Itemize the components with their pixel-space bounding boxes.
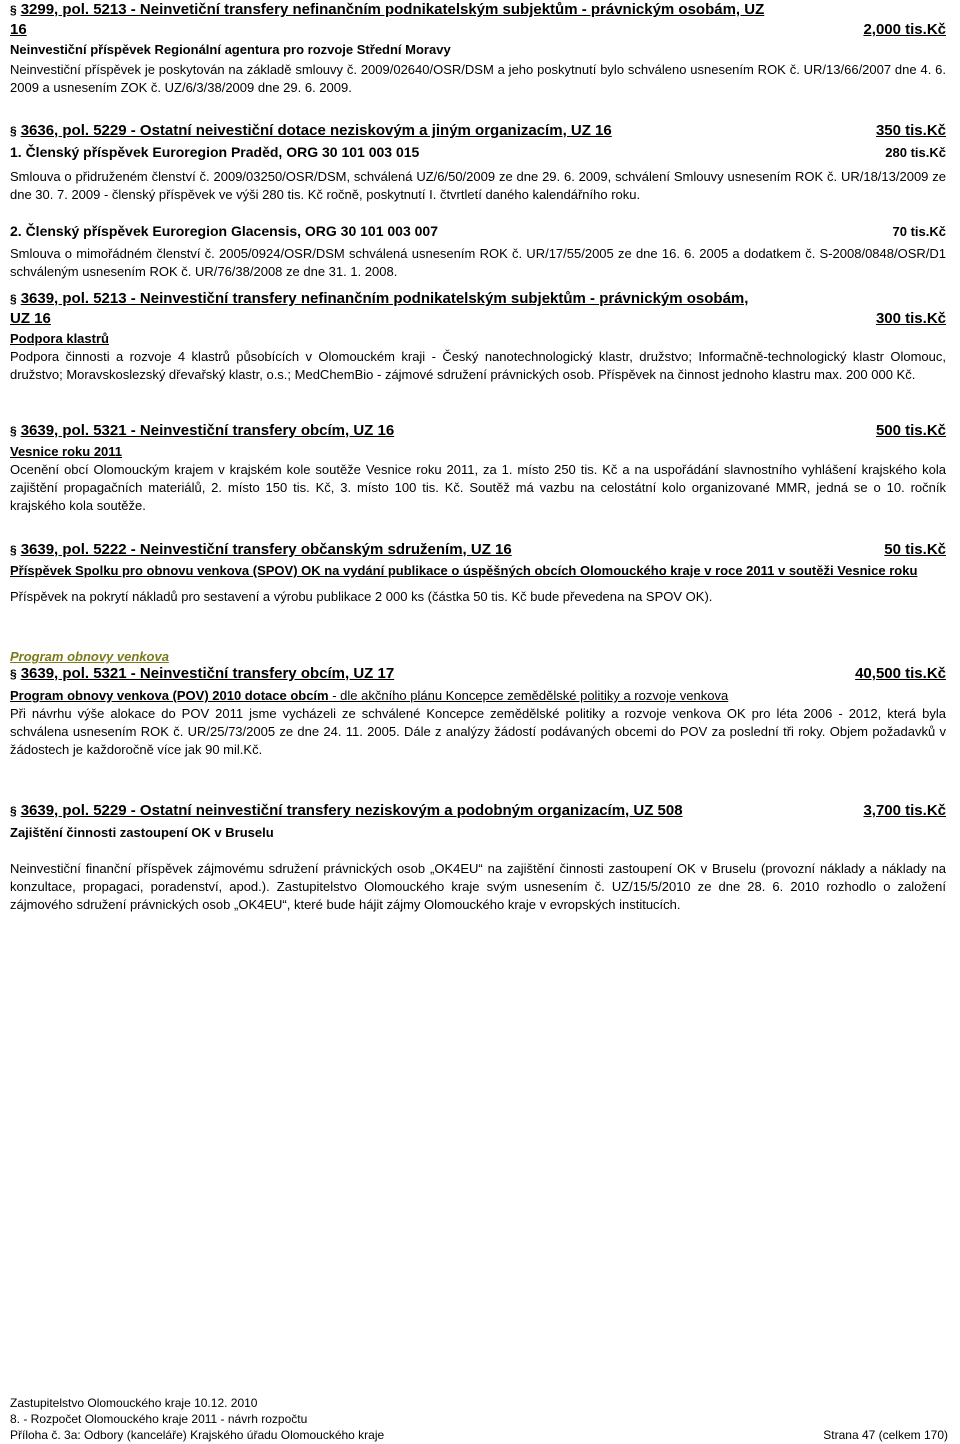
section-text: Ocenění obcí Olomouckým krajem v krajském kole soutěže Vesnice roku 2011, za 1. místo 250 tis. Kč a na uspořádání slavnostního vyhlášení krajského kola zajištění propagačních materiálů, 2. místo 150 tis. Kč, 3. místo 100 tis. Kč. Soutěž má vazbu na celostátní kolo organizované MMR, jedná se o 10. ročník krajského kola soutěže. <box>10 462 946 513</box>
section-subtitle: Vesnice roku 2011 <box>10 444 123 459</box>
section-header: § 3299, pol. 5213 - Neinvetiční transfery nefinančním podnikatelským subjektům - právnickým osobám, UZ 16 2,000 tis.Kč <box>10 1 946 38</box>
section-3639-5213 <box>10 289 946 384</box>
section-text: Podpora činnosti a rozvoje 4 klastrů působících v Olomouckém kraji - Český nanotechnologický klastr, družstvo; Informačně-technologický klastr Olomouc, družstvo; Moravskoslezský dřevařský klastr, o.s.; MedChemBio - zájmové sdružení právnických osob. Příspěvek na činnost jednoho klastru max. 200 000 Kč. <box>10 349 946 382</box>
section-amount: 350 tis.Kč <box>875 122 946 139</box>
footer-line: Příloha č. 3a: Odbory (kanceláře) Krajského úřadu Olomouckého kraje <box>10 1428 385 1442</box>
program-label: Program obnovy venkova <box>10 649 169 664</box>
item-amount: 70 tis.Kč <box>892 224 946 239</box>
section-amount: 3,700 tis.Kč <box>863 802 946 819</box>
section-amount: 2,000 tis.Kč <box>863 21 946 38</box>
section-3639-5222 <box>10 540 946 606</box>
section-text: Neinvestiční příspěvek je poskytován na základě smlouvy č. 2009/02640/OSR/DSM a jeho poskytnutí bylo schváleno usnesením ROK č. UR/13/66/2007 dne 4. 6. 2009 a usnesením ZOK č. UZ/6/3/38/2009 dne 29. 6. 2009. <box>10 62 946 95</box>
section-sign-icon: § <box>10 424 17 438</box>
section-subtitle: Příspěvek Spolku pro obnovu venkova (SPOV) OK na vydání publikace o úspěšných obcích Olomouckého kraje v roce 2011 v soutěži Vesnice roku <box>10 563 918 578</box>
section-header: § 3639, pol. 5213 - Neinvestiční transfery nefinančním podnikatelským subjektům - právnickým osobám, UZ 16 300 tis.Kč <box>10 290 946 327</box>
section-subtitle: Zajištění činnosti zastoupení OK v Bruselu <box>10 825 274 840</box>
section-sign-icon: § <box>10 667 17 681</box>
section-sign-icon: § <box>10 124 17 138</box>
section-header: § 3639, pol. 5229 - Ostatní neinvestiční transfery neziskovým a podobným organizacím, UZ 508 3,700 tis.Kč <box>10 802 946 819</box>
section-subtitle: Program obnovy venkova (POV) 2010 dotace obcím - dle akčního plánu Koncepce zemědělské politiky a rozvoje venkova <box>10 688 729 703</box>
section-pov <box>10 649 946 759</box>
section-amount: 500 tis.Kč <box>875 422 946 439</box>
section-header: § 3639, pol. 5321 - Neinvestiční transfery obcím, UZ 16 500 tis.Kč <box>10 422 946 439</box>
section-text: Při návrhu výše alokace do POV 2011 jsme vycházeli ze schválené Koncepce zemědělské politiky a rozvoje venkova OK pro léta 2006 - 2012, která byla schválena usnesením ROK č. UR/25/73/2005 ze dne 24. 11. 2005. Dále z analýzy žádostí podávaných obcemi do POV za poslední tři roky. Objem požadavků v žádostech je každoročně více jak 90 mil.Kč. <box>10 706 946 757</box>
section-text: Příspěvek na pokrytí nákladů pro sestavení a výrobu publikace 2 000 ks (částka 50 tis. Kč bude převedena na SPOV OK). <box>10 589 713 604</box>
section-sign-icon: § <box>10 543 17 557</box>
footer-line: Zastupitelstvo Olomouckého kraje 10.12. 2010 <box>10 1396 258 1410</box>
section-subtitle: Podpora klastrů <box>10 331 109 346</box>
section-header: § 3636, pol. 5229 - Ostatní neivestiční dotace neziskovým a jiným organizacím, UZ 16 350 tis.Kč <box>10 122 946 139</box>
section-subtitle: Neinvestiční příspěvek Regionální agentura pro rozvoje Střední Moravy <box>10 42 451 57</box>
section-3299-5213 <box>10 0 946 97</box>
section-3636-5229 <box>10 121 946 281</box>
item-text: Smlouva o přidruženém členství č. 2009/03250/OSR/DSM, schválená UZ/6/50/2009 ze dne 29. 6. 2009, schválení Smlouvy usnesením ROK č. UR/18/13/2009 ze dne 30. 7. 2009 - členský příspěvek ve výši 280 tis. Kč ročně, poskytnutí I. čtvrtletí daného kalendářního roku. <box>10 169 946 202</box>
section-sign-icon: § <box>10 3 17 17</box>
item-title: 2. Členský příspěvek Euroregion Glacensis, ORG 30 101 003 007 70 tis.Kč <box>10 223 946 239</box>
section-sign-icon: § <box>10 292 17 306</box>
section-header: § 3639, pol. 5321 - Neinvestiční transfery obcím, UZ 17 40,500 tis.Kč <box>10 665 946 682</box>
section-3639-5229 <box>10 801 946 914</box>
page-number: Strana 47 (celkem 170) <box>823 1428 948 1442</box>
footer <box>10 1395 384 1443</box>
section-sign-icon: § <box>10 804 17 818</box>
item-amount: 280 tis.Kč <box>885 145 946 160</box>
section-amount: 300 tis.Kč <box>875 310 946 327</box>
section-3639-5321 <box>10 421 946 515</box>
item-text: Smlouva o mimořádném členství č. 2005/0924/OSR/DSM schválená usnesením ROK č. UR/17/55/2005 ze dne 16. 6. 2005 a dodatkem č. S-2008/0848/OSR/D1 schváleným usnesením ROK č. UR/76/38/2008 ze dne 31. 1. 2008. <box>10 246 946 279</box>
section-text: Neinvestiční finanční příspěvek zájmovému sdružení právnických osob „OK4EU“ na zajištění činnosti zastoupení OK v Bruselu (provozní náklady a náklady na konzultace, propagaci, poradenství, apod.). Zastupitelstvo Olomouckého kraje svým usnesením č. UZ/15/5/2010 ze dne 28. 6. 2010 rozhodlo o založení zájmového sdružení právnických osob „OK4EU“, které bude hájit zájmy Olomouckého kraje v evropských institucích. <box>10 861 946 912</box>
footer-line: 8. - Rozpočet Olomouckého kraje 2011 - návrh rozpočtu <box>10 1412 308 1426</box>
item-title: 1. Členský příspěvek Euroregion Praděd, ORG 30 101 003 015 280 tis.Kč <box>10 144 946 160</box>
section-amount: 40,500 tis.Kč <box>855 665 946 682</box>
section-header: § 3639, pol. 5222 - Neinvestiční transfery občanským sdružením, UZ 16 50 tis.Kč <box>10 541 946 558</box>
section-amount: 50 tis.Kč <box>884 541 946 558</box>
